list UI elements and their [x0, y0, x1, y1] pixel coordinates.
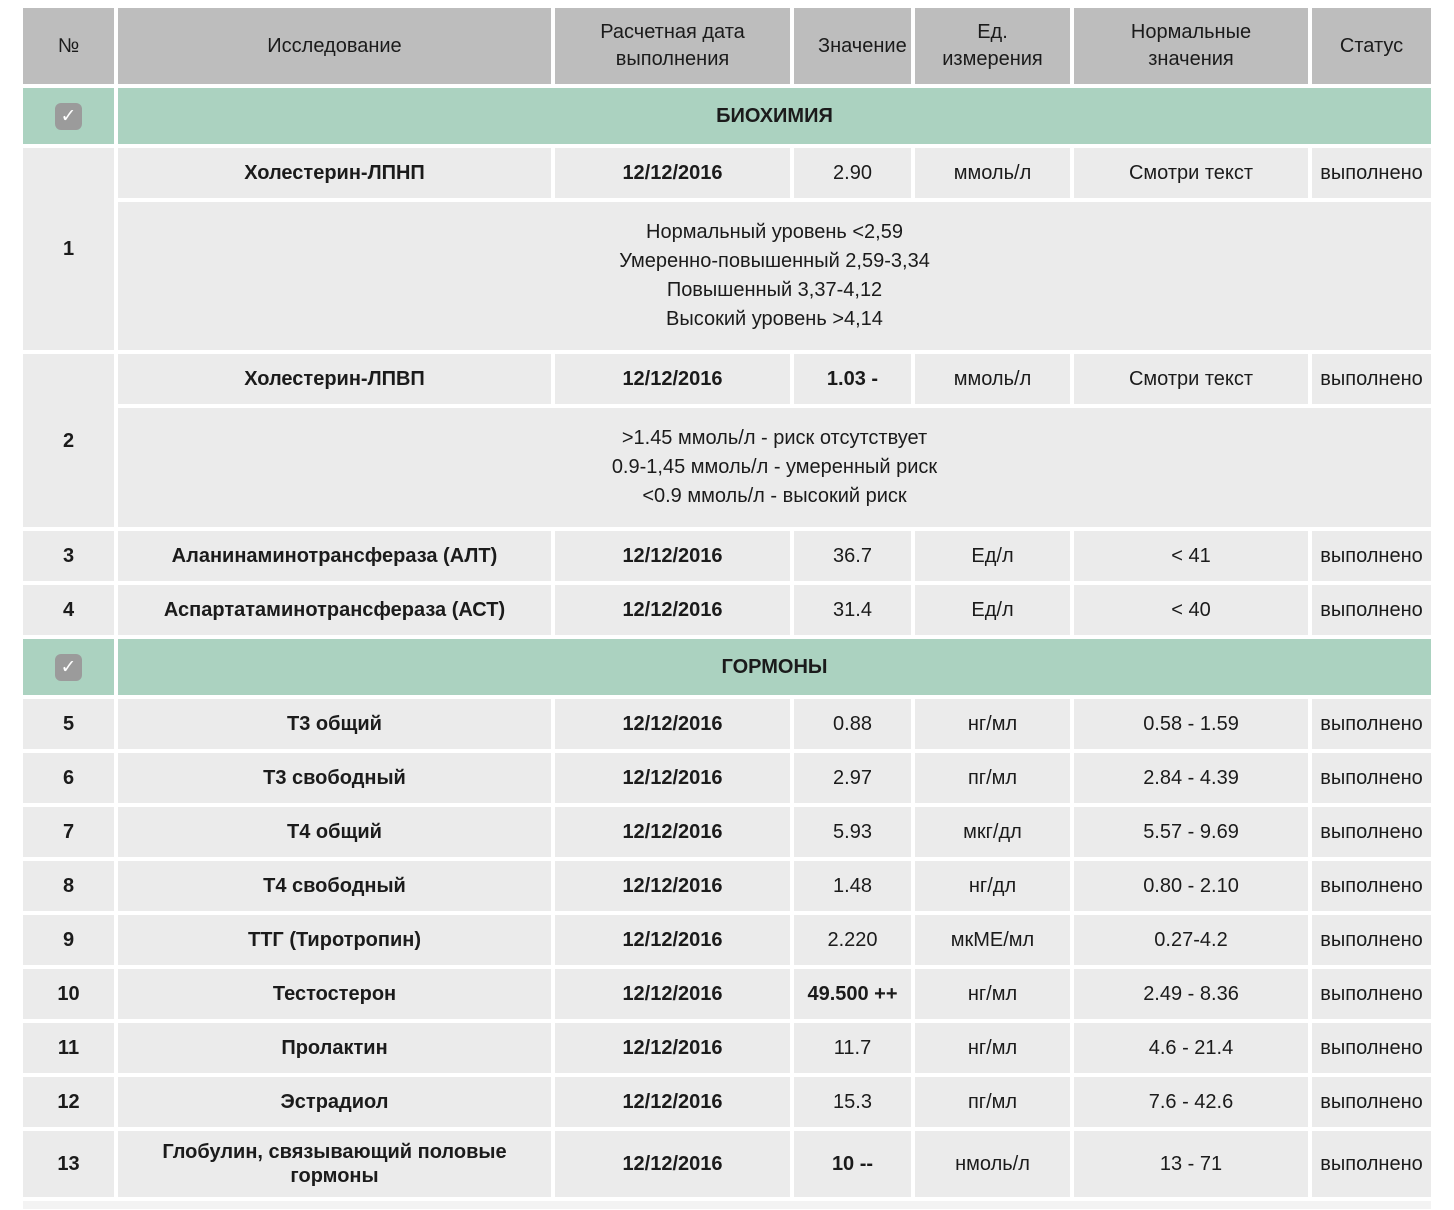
test-name: Холестерин-ЛПНП: [118, 148, 551, 198]
test-unit: нг/мл: [915, 1023, 1070, 1073]
status-label: выполнено: [1312, 699, 1431, 749]
row-number: 5: [23, 699, 114, 749]
table-row: [23, 585, 1431, 635]
header-row: [23, 8, 1431, 84]
note-cell: [118, 408, 1431, 527]
normal-range: < 40: [1074, 585, 1308, 635]
test-date: 12/12/2016: [555, 354, 790, 404]
col-header-normal: Нормальные значения: [1074, 8, 1308, 84]
test-date: 12/12/2016: [555, 753, 790, 803]
test-date: 12/12/2016: [555, 807, 790, 857]
lab-results-table: [19, 4, 1435, 1201]
test-value: 2.90: [794, 148, 911, 198]
test-date: 12/12/2016: [555, 585, 790, 635]
test-name: Тестостерон: [118, 969, 551, 1019]
normal-range: 13 - 71: [1074, 1131, 1308, 1197]
test-value: 1.03 -: [794, 354, 911, 404]
table-row: [23, 354, 1431, 404]
col-header-status: Статус: [1312, 8, 1431, 84]
test-date: 12/12/2016: [555, 1131, 790, 1197]
section-title: БИОХИМИЯ: [118, 88, 1431, 144]
test-unit: мкг/дл: [915, 807, 1070, 857]
table-row: [23, 1077, 1431, 1127]
normal-range: 5.57 - 9.69: [1074, 807, 1308, 857]
status-label: выполнено: [1312, 1131, 1431, 1197]
test-unit: нмоль/л: [915, 1131, 1070, 1197]
table-row: [23, 915, 1431, 965]
test-value: 10 --: [794, 1131, 911, 1197]
row-number: 7: [23, 807, 114, 857]
note-line: Умеренно-повышенный 2,59-3,34: [619, 250, 930, 272]
status-label: выполнено: [1312, 354, 1431, 404]
test-unit: пг/мл: [915, 753, 1070, 803]
test-name: Т4 общий: [118, 807, 551, 857]
test-value: 36.7: [794, 531, 911, 581]
row-number: 10: [23, 969, 114, 1019]
normal-range: < 41: [1074, 531, 1308, 581]
note-line: >1.45 ммоль/л - риск отсутствует: [621, 427, 928, 449]
status-label: выполнено: [1312, 969, 1431, 1019]
section-title: ГОРМОНЫ: [118, 639, 1431, 695]
test-value: 2.220: [794, 915, 911, 965]
row-number: 6: [23, 753, 114, 803]
section-row-hormones: [23, 639, 1431, 695]
test-unit: нг/дл: [915, 861, 1070, 911]
test-name: Холестерин-ЛПВП: [118, 354, 551, 404]
table-row: [23, 148, 1431, 198]
test-value: 15.3: [794, 1077, 911, 1127]
next-row-partial: [23, 1201, 1431, 1209]
row-number: 4: [23, 585, 114, 635]
col-header-unit: Ед. измерения: [915, 8, 1070, 84]
normal-range: 0.27-4.2: [1074, 915, 1308, 965]
row-number: 12: [23, 1077, 114, 1127]
test-name: Эстрадиол: [118, 1077, 551, 1127]
section-checkbox-cell: [23, 639, 114, 695]
status-label: выполнено: [1312, 531, 1431, 581]
note-line: <0.9 ммоль/л - высокий риск: [642, 485, 907, 507]
checkmark-icon: ✓: [60, 105, 77, 127]
normal-range: 0.80 - 2.10: [1074, 861, 1308, 911]
status-label: выполнено: [1312, 861, 1431, 911]
row-number: 1: [23, 148, 114, 350]
normal-range: 0.58 - 1.59: [1074, 699, 1308, 749]
test-date: 12/12/2016: [555, 1077, 790, 1127]
normal-range: Смотри текст: [1074, 354, 1308, 404]
test-name: ТТГ (Тиротропин): [118, 915, 551, 965]
test-date: 12/12/2016: [555, 861, 790, 911]
test-date: 12/12/2016: [555, 148, 790, 198]
normal-range: 2.84 - 4.39: [1074, 753, 1308, 803]
test-name: Т3 общий: [118, 699, 551, 749]
note-line: Нормальный уровень <2,59: [646, 221, 903, 243]
table-row: [23, 531, 1431, 581]
status-label: выполнено: [1312, 1077, 1431, 1127]
test-value: 1.48: [794, 861, 911, 911]
test-value: 0.88: [794, 699, 911, 749]
test-date: 12/12/2016: [555, 969, 790, 1019]
row-number: 13: [23, 1131, 114, 1197]
test-value: 2.97: [794, 753, 911, 803]
table-row: [23, 1131, 1431, 1197]
note-row: [23, 408, 1431, 527]
test-unit: пг/мл: [915, 1077, 1070, 1127]
table-row: [23, 753, 1431, 803]
section-checkbox[interactable]: [55, 654, 82, 681]
section-row-biochemistry: [23, 88, 1431, 144]
normal-range: 7.6 - 42.6: [1074, 1077, 1308, 1127]
status-label: выполнено: [1312, 585, 1431, 635]
section-checkbox-cell: [23, 88, 114, 144]
note-line: Высокий уровень >4,14: [666, 308, 883, 330]
status-label: выполнено: [1312, 807, 1431, 857]
test-name: Аланинаминотрансфераза (АЛТ): [118, 531, 551, 581]
test-date: 12/12/2016: [555, 1023, 790, 1073]
test-name: Т4 свободный: [118, 861, 551, 911]
row-number: 2: [23, 354, 114, 527]
row-number: 8: [23, 861, 114, 911]
test-name: Пролактин: [118, 1023, 551, 1073]
status-label: выполнено: [1312, 753, 1431, 803]
table-row: [23, 1023, 1431, 1073]
test-unit: мкМЕ/мл: [915, 915, 1070, 965]
note-cell: [118, 202, 1431, 350]
table-row: [23, 699, 1431, 749]
status-label: выполнено: [1312, 148, 1431, 198]
table-row: [23, 969, 1431, 1019]
note-line: Повышенный 3,37-4,12: [666, 279, 883, 301]
normal-range: 2.49 - 8.36: [1074, 969, 1308, 1019]
status-label: выполнено: [1312, 915, 1431, 965]
section-checkbox[interactable]: [55, 103, 82, 130]
test-date: 12/12/2016: [555, 699, 790, 749]
status-label: выполнено: [1312, 1023, 1431, 1073]
row-number: 11: [23, 1023, 114, 1073]
test-unit: нг/мл: [915, 699, 1070, 749]
table-row: [23, 807, 1431, 857]
normal-range: 4.6 - 21.4: [1074, 1023, 1308, 1073]
test-value: 11.7: [794, 1023, 911, 1073]
row-number: 9: [23, 915, 114, 965]
normal-range: Смотри текст: [1074, 148, 1308, 198]
col-header-date: Расчетная дата выполнения: [555, 8, 790, 84]
test-unit: Ед/л: [915, 531, 1070, 581]
test-unit: Ед/л: [915, 585, 1070, 635]
test-date: 12/12/2016: [555, 531, 790, 581]
test-name: Аспартатаминотрансфераза (АСТ): [118, 585, 551, 635]
test-value: 5.93: [794, 807, 911, 857]
test-unit: нг/мл: [915, 969, 1070, 1019]
test-unit: ммоль/л: [915, 148, 1070, 198]
col-header-value: Значение: [794, 8, 911, 84]
table-row: [23, 861, 1431, 911]
note-row: [23, 202, 1431, 350]
test-value: 49.500 ++: [794, 969, 911, 1019]
test-name: Т3 свободный: [118, 753, 551, 803]
test-value: 31.4: [794, 585, 911, 635]
row-number: 3: [23, 531, 114, 581]
note-line: 0.9-1,45 ммоль/л - умеренный риск: [611, 456, 938, 478]
col-header-number: №: [23, 8, 114, 84]
test-date: 12/12/2016: [555, 915, 790, 965]
checkmark-icon: ✓: [60, 656, 77, 678]
test-unit: ммоль/л: [915, 354, 1070, 404]
test-name: Глобулин, связывающий половые гормоны: [118, 1131, 551, 1197]
col-header-test: Исследование: [118, 8, 551, 84]
